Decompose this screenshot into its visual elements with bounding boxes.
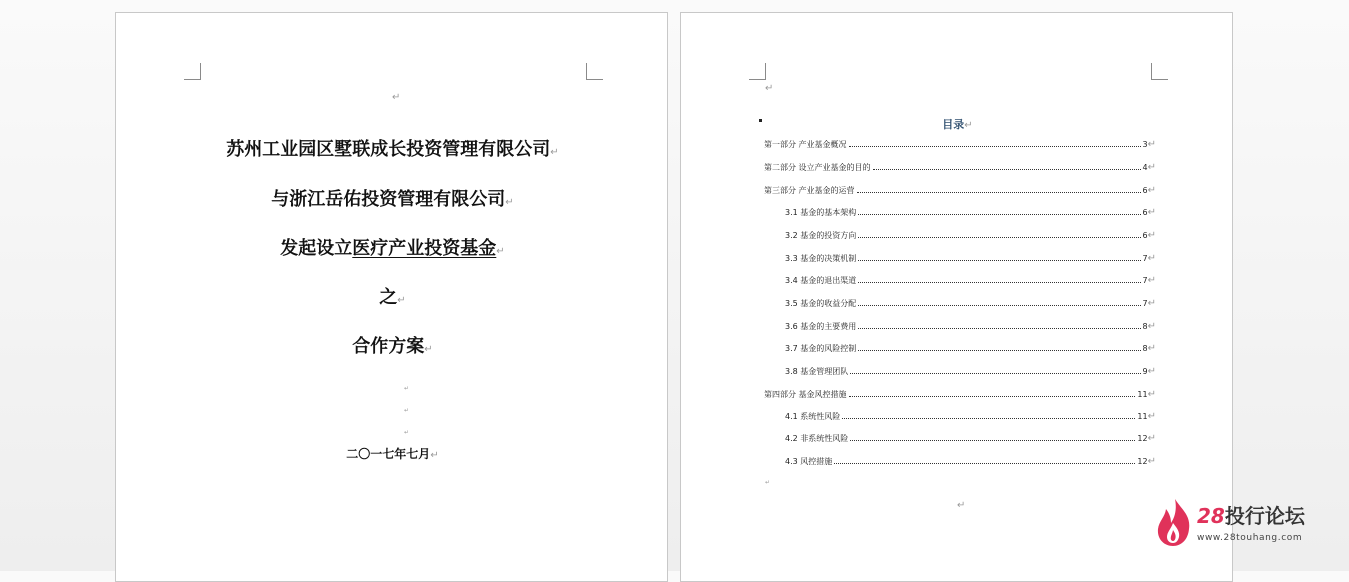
paragraph-mark: ↵ [765, 479, 771, 486]
toc-entry-text: 3.4 基金的退出渠道 [785, 276, 857, 285]
paragraph-mark: ↵ [1147, 139, 1156, 150]
toc-entry-page: 12 [1137, 434, 1148, 443]
paragraph-mark: ↵ [1147, 275, 1156, 286]
toc-entry[interactable] [785, 411, 1156, 422]
toc-entry-page: 3 [1142, 140, 1148, 149]
paragraph-mark: ↵ [1147, 253, 1156, 264]
cover-title-line-1: 苏州工业园区墅联成长投资管理有限公司↵ [226, 139, 559, 160]
toc-entry-page: 7 [1142, 299, 1148, 308]
flame-icon [1155, 497, 1193, 547]
toc-dot-leader [858, 237, 1140, 238]
toc-entry-page: 4 [1142, 163, 1148, 172]
toc-entry-text: 4.2 非系统性风险 [785, 434, 849, 443]
crop-mark-top-left [184, 63, 201, 80]
toc-entry-page: 12 [1137, 457, 1148, 466]
paragraph-mark: ↵ [1147, 321, 1156, 332]
crop-mark-top-left [749, 63, 766, 80]
toc-entry-page: 8 [1142, 322, 1148, 331]
toc-entry-page: 6 [1142, 208, 1148, 217]
toc-dot-leader [858, 260, 1140, 261]
cover-title-line-3: 发起设立医疗产业投资基金↵ [280, 238, 505, 259]
cover-title-line-5: 合作方案↵ [352, 336, 433, 357]
paragraph-mark: ↵ [1147, 411, 1156, 422]
toc-title: 目录↵ [942, 118, 973, 131]
toc-entry-text: 3.8 基金管理团队 [785, 367, 849, 376]
paragraph-mark: ↵ [404, 429, 410, 436]
toc-entry-page: 11 [1137, 412, 1148, 421]
toc-dot-leader [849, 146, 1141, 147]
paragraph-mark: ↵ [404, 385, 410, 392]
crop-mark-top-right [586, 63, 603, 80]
toc-entry-page: 8 [1142, 344, 1148, 353]
crop-mark-top-right [1151, 63, 1168, 80]
toc-page [680, 12, 1233, 582]
toc-entry-text: 3.1 基金的基本架构 [785, 208, 857, 217]
toc-entry-page: 7 [1142, 254, 1148, 263]
toc-dot-leader [849, 396, 1136, 397]
toc-dot-leader [850, 440, 1135, 441]
toc-dot-leader [850, 373, 1140, 374]
toc-dot-leader [834, 463, 1135, 464]
toc-entry[interactable] [785, 433, 1156, 444]
cover-title-line-4: 之↵ [379, 287, 406, 308]
toc-entry-text: 第一部分 产业基金概况 [764, 140, 847, 149]
paragraph-mark: ↵ [765, 83, 774, 94]
toc-entry[interactable] [785, 321, 1156, 332]
toc-entry-text: 3.5 基金的收益分配 [785, 299, 857, 308]
toc-dot-leader [858, 328, 1140, 329]
toc-entry[interactable] [785, 456, 1156, 467]
paragraph-mark: ↵ [1147, 162, 1156, 173]
paragraph-mark: ↵ [1147, 185, 1156, 196]
watermark-brand: 28投行论坛 [1197, 504, 1305, 528]
paragraph-mark: ↵ [1147, 230, 1156, 241]
toc-entry[interactable] [764, 139, 1156, 150]
toc-dot-leader [858, 350, 1140, 351]
toc-entry-page: 9 [1142, 367, 1148, 376]
toc-entry-text: 第四部分 基金风控措施 [764, 390, 847, 399]
toc-dot-leader [873, 169, 1141, 170]
toc-entry-text: 第二部分 设立产业基金的目的 [764, 163, 871, 172]
cover-date: 二〇一七年七月↵ [346, 447, 439, 461]
toc-entry-page: 7 [1142, 276, 1148, 285]
toc-entry-text: 3.2 基金的投资方向 [785, 231, 857, 240]
toc-entry-text: 4.1 系统性风险 [785, 412, 841, 421]
toc-entry-page: 11 [1137, 390, 1148, 399]
paragraph-mark: ↵ [1147, 366, 1156, 377]
toc-entry[interactable] [764, 185, 1156, 196]
toc-dot-leader [858, 282, 1140, 283]
toc-dot-leader [858, 214, 1140, 215]
paragraph-mark: ↵ [1147, 298, 1156, 309]
toc-entry[interactable] [764, 389, 1156, 400]
toc-dot-leader [842, 418, 1135, 419]
paragraph-mark: ↵ [404, 407, 410, 414]
watermark-logo [1155, 497, 1345, 549]
toc-entry-text: 3.7 基金的风险控制 [785, 344, 857, 353]
toc-entry[interactable] [764, 162, 1156, 173]
toc-dot-leader [857, 192, 1141, 193]
toc-entry-text: 3.3 基金的决策机制 [785, 254, 857, 263]
toc-entry[interactable] [785, 366, 1156, 377]
toc-entry-text: 第三部分 产业基金的运营 [764, 186, 855, 195]
paragraph-mark: ↵ [1147, 456, 1156, 467]
toc-entry[interactable] [785, 343, 1156, 354]
toc-entry[interactable] [785, 275, 1156, 286]
toc-entry-text: 4.3 风控措施 [785, 457, 833, 466]
toc-entry[interactable] [785, 207, 1156, 218]
toc-entry-page: 6 [1142, 186, 1148, 195]
paragraph-mark: ↵ [1147, 433, 1156, 444]
paragraph-mark: ↵ [1147, 343, 1156, 354]
toc-dot-leader [858, 305, 1140, 306]
watermark-url: www.28touhang.com [1197, 533, 1303, 543]
cover-page [115, 12, 668, 582]
toc-entry[interactable] [785, 298, 1156, 309]
toc-entry-page: 6 [1142, 231, 1148, 240]
paragraph-mark: ↵ [957, 500, 966, 511]
toc-entry[interactable] [785, 253, 1156, 264]
toc-entry-text: 3.6 基金的主要费用 [785, 322, 857, 331]
paragraph-mark: ↵ [392, 92, 401, 103]
toc-entry[interactable] [785, 230, 1156, 241]
cover-title-line-2: 与浙江岳佑投资管理有限公司↵ [271, 189, 514, 210]
paragraph-mark: ↵ [1147, 207, 1156, 218]
paragraph-mark: ↵ [1147, 389, 1156, 400]
